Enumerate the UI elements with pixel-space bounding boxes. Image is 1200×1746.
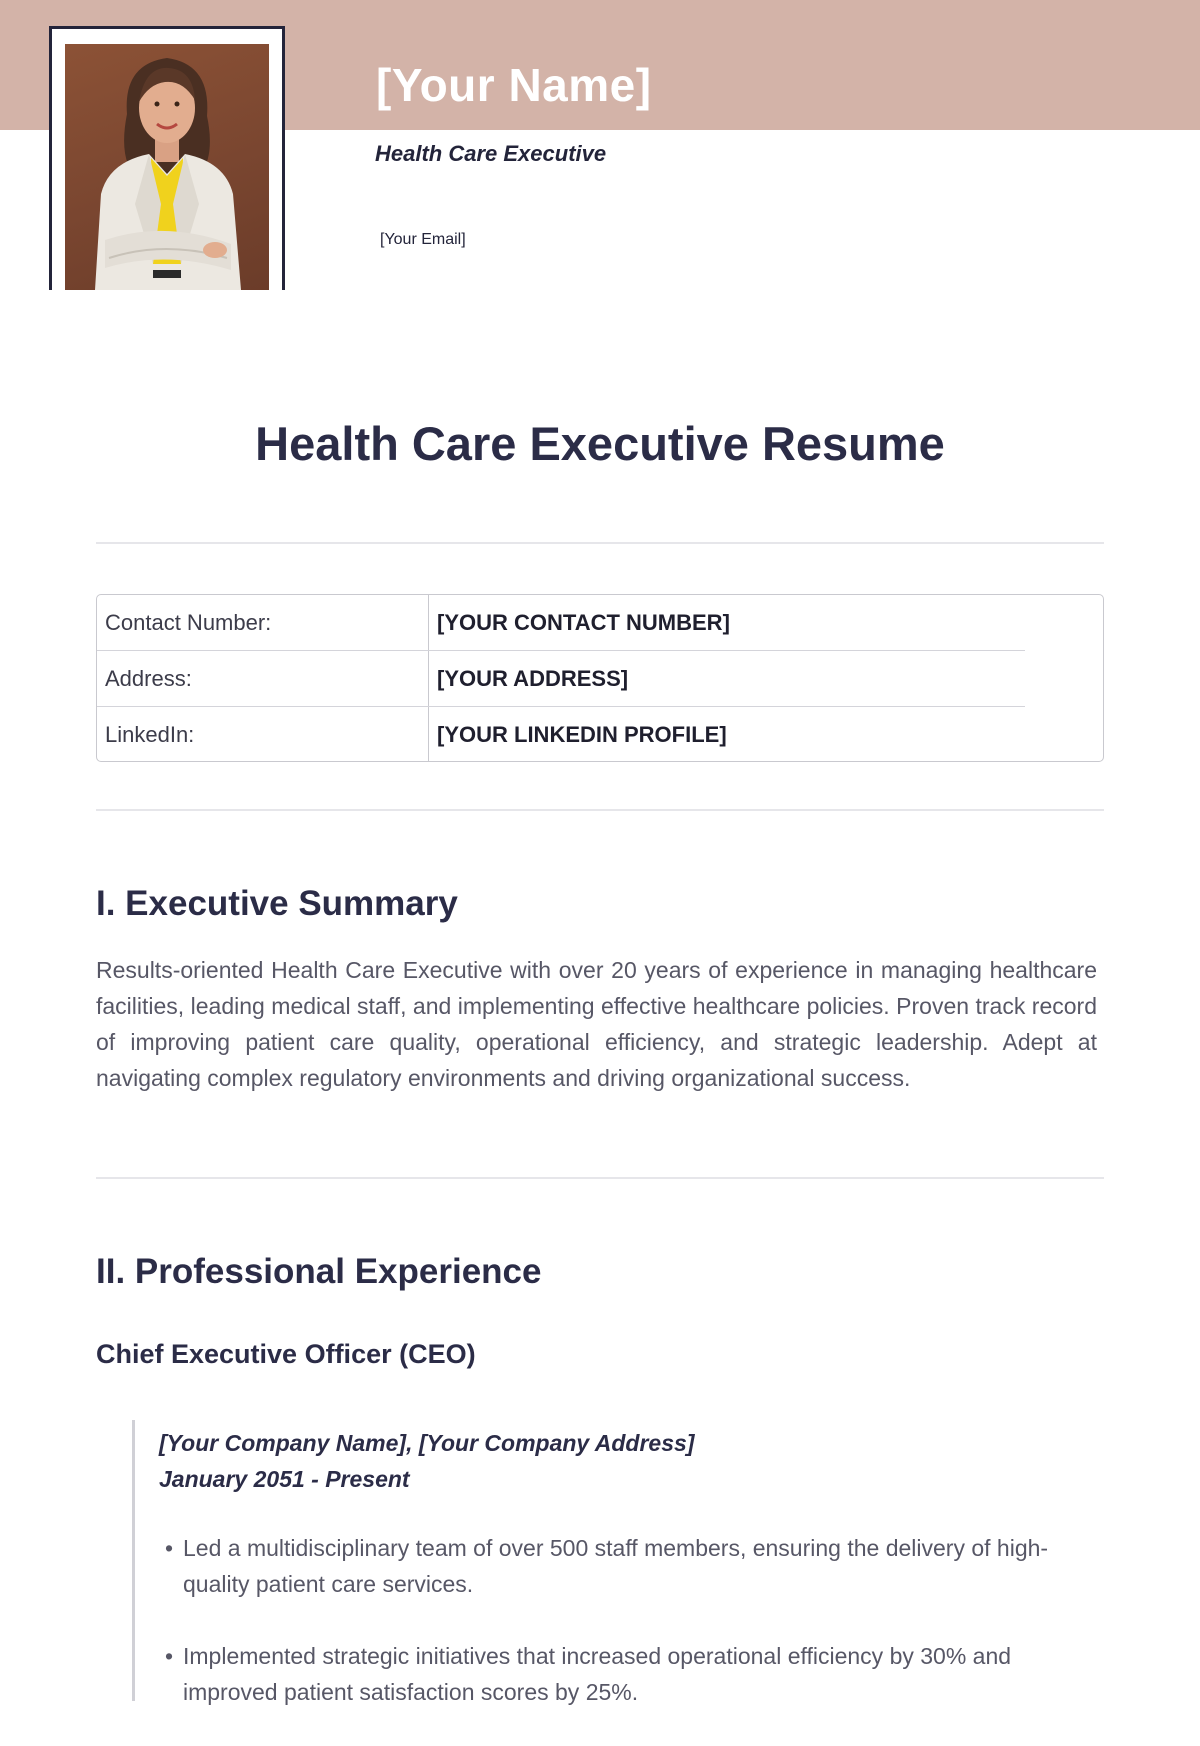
contact-value: [YOUR CONTACT NUMBER] (437, 610, 730, 635)
job-title-heading: Chief Executive Officer (CEO) (96, 1339, 476, 1369)
contact-table (96, 594, 1104, 762)
list-item (165, 1530, 1100, 1602)
bullet-text: Led a multidisciplinary team of over 500 staff members, ensuring the delivery of high-quality patient care services. (183, 1535, 1049, 1597)
document-title: Health Care Executive Resume (255, 417, 945, 470)
contact-value: [YOUR LINKEDIN PROFILE] (437, 722, 727, 747)
contact-label: LinkedIn: (105, 722, 195, 747)
summary-text: Results-oriented Health Care Executive with over 20 years of experience in managing healthcare facilities, leading medical staff, and implementing effective healthcare policies. Proven track record of improving patient care quality, operational efficiency, and strategic leadership. Adept at navigating complex regulatory environments and driving organizational success. (96, 957, 1097, 1091)
candidate-job-title: Health Care Executive (375, 141, 607, 166)
bullet-icon: • (165, 1535, 174, 1561)
contact-row (97, 707, 1103, 762)
person-portrait-icon (65, 44, 269, 290)
job-company-block (159, 1425, 694, 1497)
candidate-email: [Your Email] (380, 231, 466, 248)
contact-label: Address: (105, 666, 192, 691)
bullet-text: Implemented strategic initiatives that increased operational efficiency by 30% and improved patient satisfaction scores by 25%. (183, 1643, 1012, 1705)
divider (96, 542, 1104, 544)
job-dates: January 2051 - Present (159, 1466, 410, 1492)
divider (96, 809, 1104, 811)
job-bullet-list (165, 1530, 1100, 1746)
profile-photo (65, 44, 269, 290)
contact-label: Contact Number: (105, 610, 272, 635)
section-heading-summary: I. Executive Summary (96, 884, 458, 923)
job-company: [Your Company Name], [Your Company Address] (159, 1430, 695, 1456)
contact-row (97, 595, 1103, 650)
divider (96, 1177, 1104, 1179)
candidate-name: [Your Name] (376, 59, 652, 111)
job-detail-bar (132, 1420, 135, 1701)
contact-row (97, 651, 1103, 706)
contact-value: [YOUR ADDRESS] (437, 666, 629, 691)
bullet-icon: • (165, 1643, 174, 1669)
section-heading-experience: II. Professional Experience (96, 1252, 542, 1291)
list-item (165, 1638, 1100, 1710)
